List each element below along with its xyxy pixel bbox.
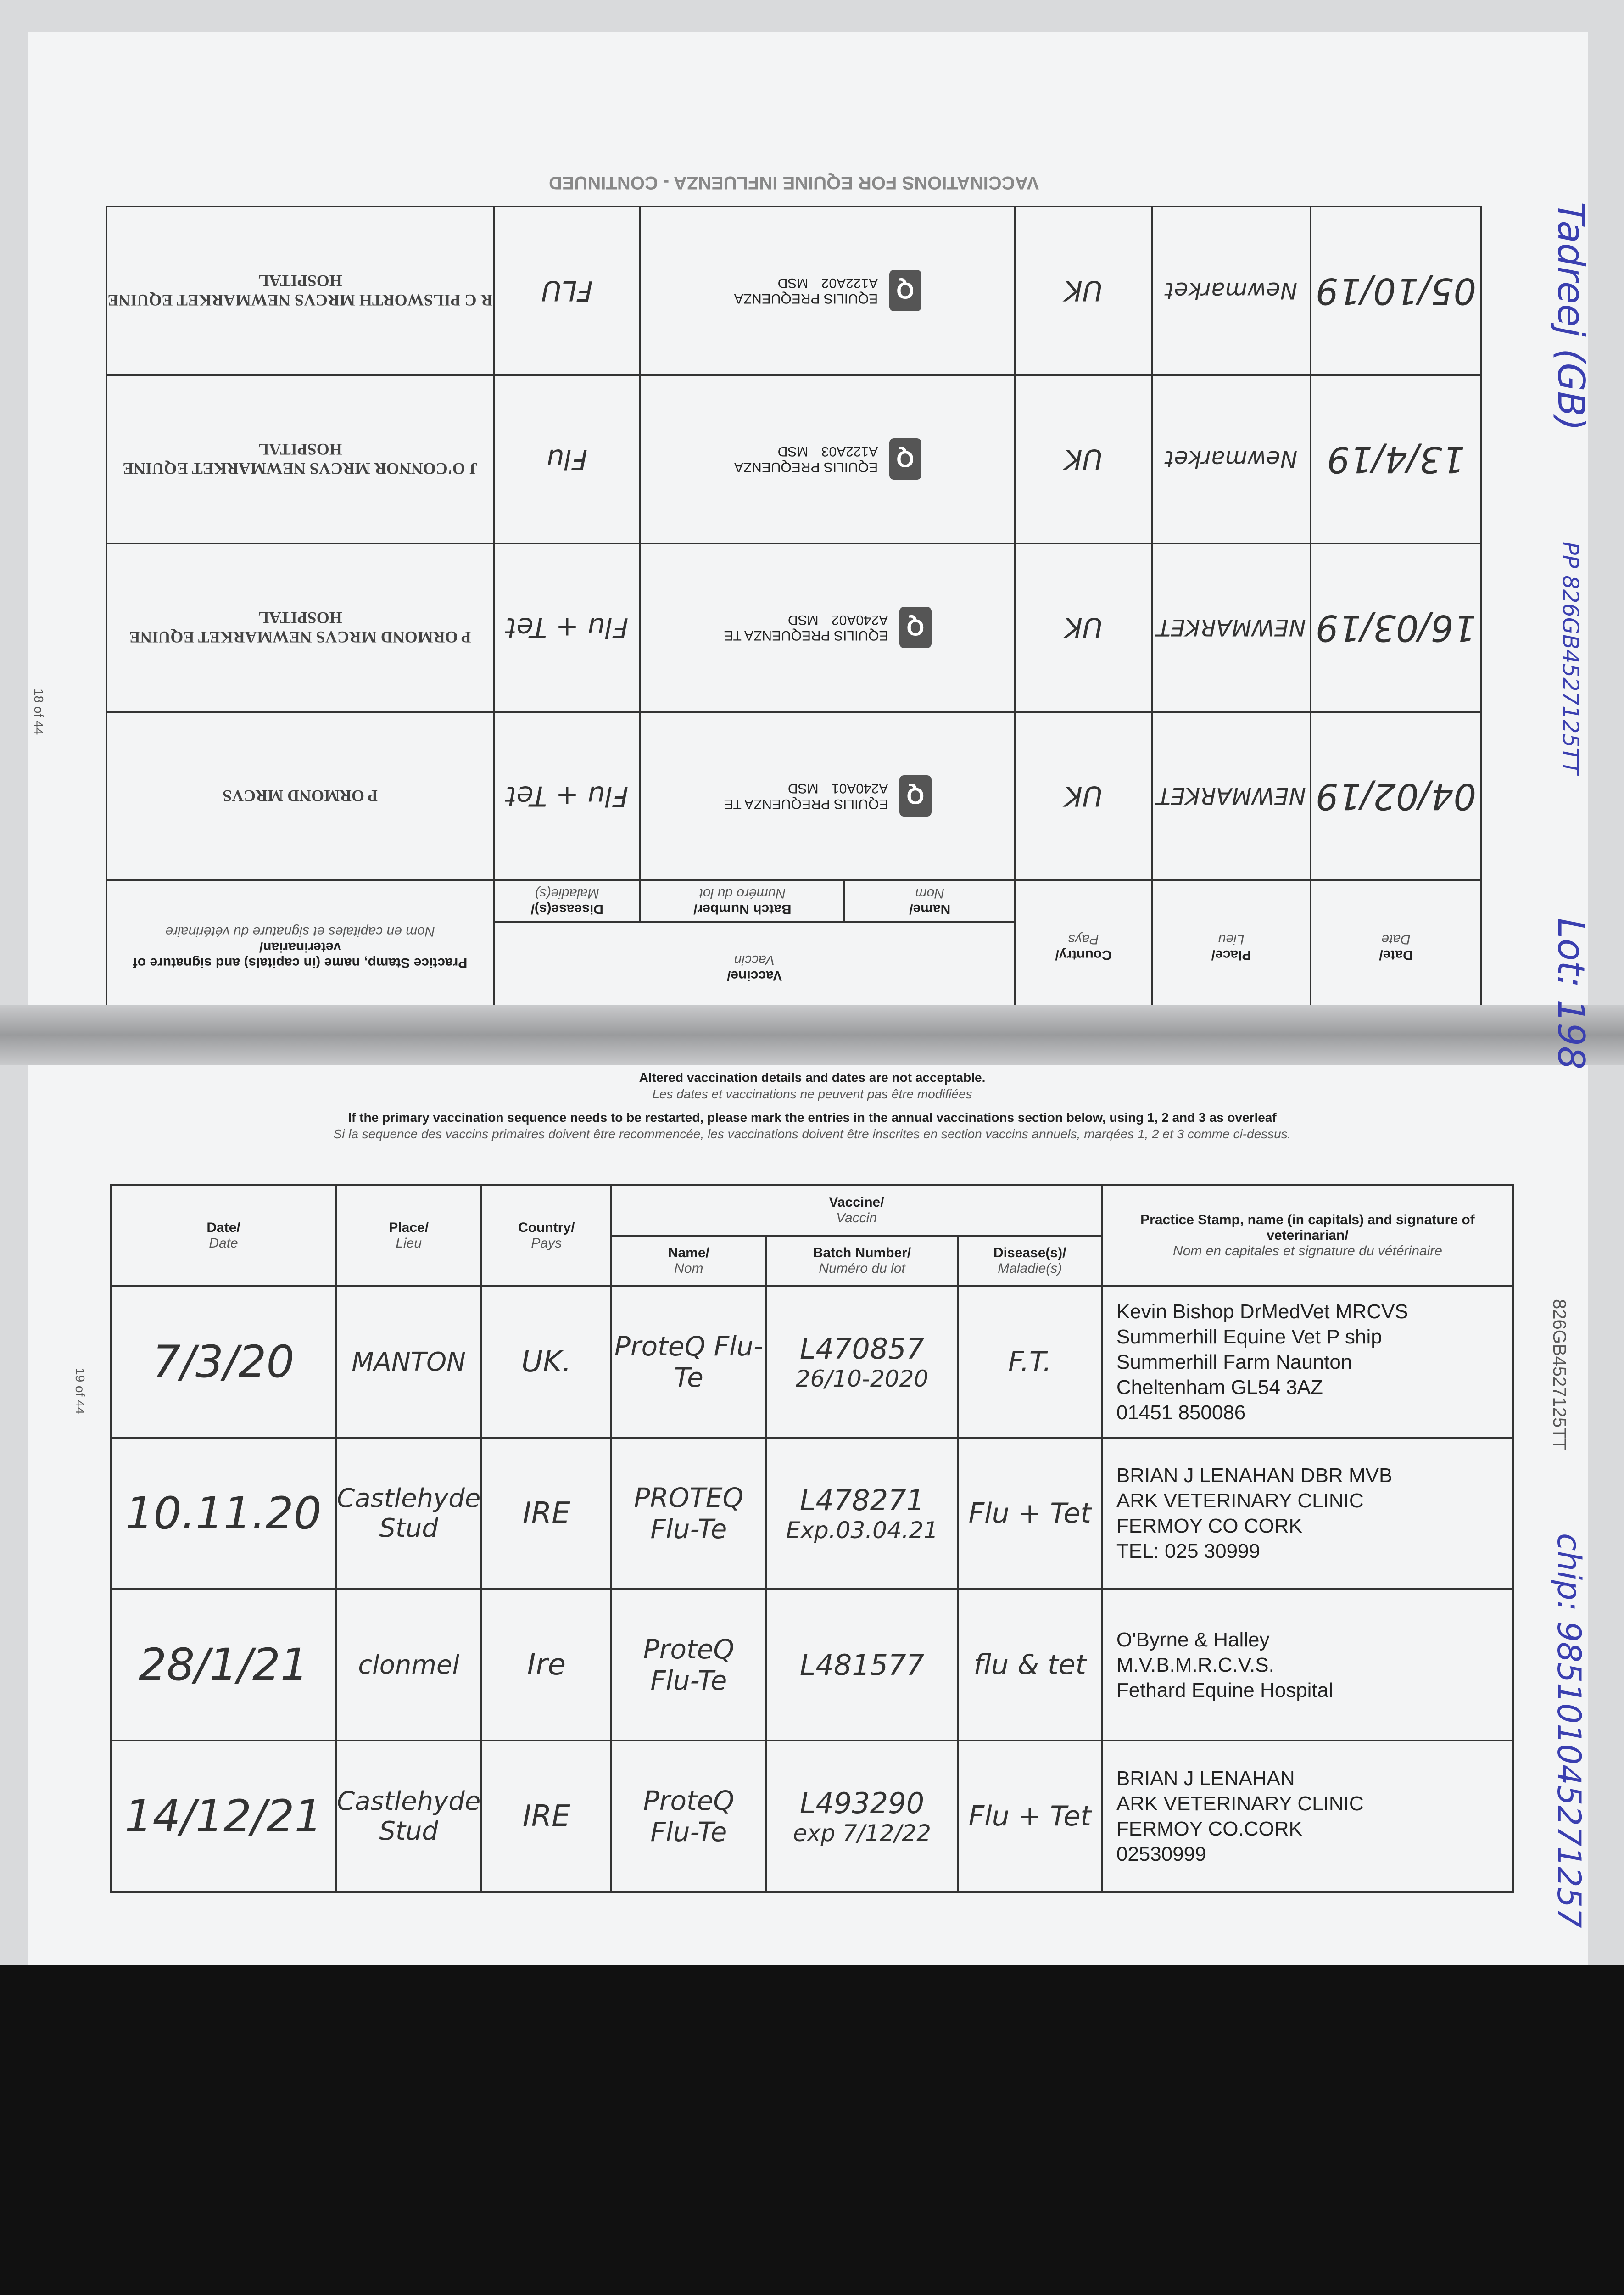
header-stamp: Practice Stamp, name (in capitals) and signature of veterinarian/ Nom en capitales et signature du vétérinaire [1102,1185,1513,1286]
row-stamp [1102,1589,1513,1741]
header-batch: Batch Number/ Numéro du lot [766,1236,958,1286]
row-disease: flu & tet [958,1589,1102,1741]
header-country: Country/ Pays [481,1185,611,1286]
upper-vaccination-table [106,206,1482,1014]
row-stamp: P ORMOND MRCVS [106,712,494,880]
stamp-line: FERMOY CO CORK [1116,1515,1302,1537]
row-place: clonmel [336,1589,481,1741]
stamp-line: 01451 850086 [1116,1401,1246,1424]
stamp-line: Summerhill Equine Vet P ship [1116,1325,1382,1348]
header-disease: Disease(s)/ Maladie(s) [494,880,640,922]
stamp-line: BRIAN J LENAHAN [1116,1767,1295,1790]
header-place: Place/ Lieu [336,1185,481,1286]
row-country: Ire [481,1589,611,1741]
row-stamp [1102,1286,1513,1438]
stamp-line: ARK VETERINARY CLINIC [1116,1792,1364,1815]
row-disease: Flu [494,375,640,543]
table-row [106,543,1481,712]
row-place: Newmarket [1152,375,1311,543]
row-date: 05/10/19 [1311,207,1481,375]
stamp-line: O'Byrne & Halley [1116,1628,1270,1651]
altered-notice: Altered vaccination details and dates are not acceptable. Les dates et vaccinations ne peuvent pas être modifiées If the primary vaccination sequence needs to be restarted, please mark the entries in the annual vaccinations section below, using 1, 2 and 3 as overleaf Si la sequence des vaccins primaires doivent être recommencée, les vaccinations doivent être inscrites en section vaccins annuels, marqées 1, 2 et 3 comme ci-dessus. [333,1070,1291,1142]
batch-line1: L470857 [799,1332,925,1366]
row-vaccine: EQUILIS PREQUENZA TE [724,628,888,644]
row-place: NEWMARKET [1152,543,1311,712]
stamp-line: Fethard Equine Hospital [1116,1679,1333,1702]
row-place: Newmarket [1152,207,1311,375]
header-vaccine: Vaccine/ Vaccin [494,922,1015,1013]
row-maker: MSD [787,612,819,628]
page-number-19: 19 of 44 [73,1368,87,1415]
table-row [111,1286,1513,1438]
vaccine-name-line1: ProteQ [643,1785,735,1816]
side-passport-id: 826GB4527125TT [1549,1299,1569,1450]
batch-line2: 26/10-2020 [795,1365,929,1392]
row-date: 10.11.20 [111,1438,336,1589]
row-batch [766,1286,958,1438]
header-date: Date/ Date [1311,880,1481,1013]
row-country: IRE [481,1741,611,1892]
row-vaccine-name [611,1438,766,1589]
table-row [111,1438,1513,1589]
row-stamp [1102,1741,1513,1892]
row-batch: A122A02 [821,275,878,291]
upper-bottom-title: VACCINATIONS FOR EQUINE INFLUENZA - CONTINUED [548,173,1039,193]
row-disease: FLU [494,207,640,375]
row-date: 04/02/19 [1311,712,1481,880]
row-vaccine-sticker [640,375,1015,543]
stamp-line: Summerhill Farm Naunton [1116,1350,1352,1373]
batch-line2: Exp.03.04.21 [786,1517,938,1544]
row-date: 28/1/21 [111,1589,336,1741]
header-place: Place/ Lieu [1152,880,1311,1013]
horse-name-note: Tadreej (GB) [1550,202,1592,431]
row-batch: A122A03 [821,444,878,459]
table-row [111,1741,1513,1892]
row-vaccine: EQUILIS PREQUENZA [734,459,878,475]
batch-line1: L481577 [799,1648,925,1682]
row-place: Castlehyde Stud [336,1438,481,1589]
row-disease: Flu + Tet [494,543,640,712]
row-stamp [1102,1438,1513,1589]
row-country: UK [1015,207,1152,375]
row-country: UK [1015,712,1152,880]
passport-number-note: PP 826GB4527125TT [1557,542,1583,775]
row-country: IRE [481,1438,611,1589]
vaccine-logo-icon: Q [889,439,921,480]
row-stamp: R C PILSWORTH MRCVS NEWMARKET EQUINE HOSPITAL [106,207,494,375]
table-row [106,712,1481,880]
stamp-line: TEL: 025 30999 [1116,1540,1260,1562]
batch-line2: exp 7/12/22 [793,1819,931,1847]
batch-line1: L478271 [799,1483,925,1517]
vaccine-logo-icon: Q [889,270,921,312]
row-vaccine: EQUILIS PREQUENZA [734,291,878,307]
row-place: Castlehyde Stud [336,1741,481,1892]
row-vaccine-name [611,1589,766,1741]
header-stamp: Practice Stamp, name (in capitals) and signature of veterinarian/ Nom en capitales et signature du vétérinaire [106,880,494,1013]
vaccine-name-line2: Flu-Te [650,1816,727,1847]
row-place: NEWMARKET [1152,712,1311,880]
row-vaccine-sticker [640,543,1015,712]
header-disease: Disease(s)/ Maladie(s) [958,1236,1102,1286]
stamp-line: Cheltenham GL54 3AZ [1116,1376,1323,1399]
row-vaccine-sticker [640,207,1015,375]
vaccine-name-line1: ProteQ Flu-Te [614,1331,763,1393]
row-country: UK [1015,543,1152,712]
row-batch [766,1589,958,1741]
row-date: 7/3/20 [111,1286,336,1438]
row-maker: MSD [777,275,809,291]
row-place: MANTON [336,1286,481,1438]
row-batch: A240A02 [831,612,888,628]
stamp-line: ARK VETERINARY CLINIC [1116,1489,1364,1512]
stamp-line: BRIAN J LENAHAN DBR MVB [1116,1464,1393,1487]
batch-line1: L493290 [799,1786,925,1820]
vaccine-name-line1: ProteQ [643,1634,735,1665]
header-name: Name/ Nom [844,880,1015,922]
row-country: UK [1015,375,1152,543]
chip-note: chip: 985101045271257 [1550,1533,1588,1928]
row-vaccine-sticker [640,712,1015,880]
table-row [106,207,1481,375]
stamp-line: M.V.B.M.R.C.V.S. [1116,1653,1274,1676]
row-stamp: J O'CONNOR MRCVS NEWMARKET EQUINE HOSPITAL [106,375,494,543]
stamp-line: 02530999 [1116,1843,1206,1865]
upper-page [106,151,1482,1014]
row-vaccine-name [611,1286,766,1438]
row-batch [766,1741,958,1892]
header-vaccine: Vaccine/ Vaccin [611,1185,1102,1236]
header-name: Name/ Nom [611,1236,766,1286]
row-disease: Flu + Tet [958,1438,1102,1589]
stamp-line: Kevin Bishop DrMedVet MRCVS [1116,1300,1408,1323]
header-date: Date/ Date [111,1185,336,1286]
row-disease: Flu + Tet [958,1741,1102,1892]
row-batch: A240A01 [831,781,888,796]
page-gutter [0,1005,1624,1065]
row-batch [766,1438,958,1589]
stamp-line: FERMOY CO.CORK [1116,1818,1302,1840]
row-date: 16/03/19 [1311,543,1481,712]
row-vaccine: EQUILIS PREQUENZA TE [724,796,888,812]
table-row [111,1589,1513,1741]
row-disease: F.T. [958,1286,1102,1438]
vaccine-logo-icon: Q [899,776,932,817]
table-row [106,375,1481,543]
row-vaccine-name [611,1741,766,1892]
vaccine-name-line1: PROTEQ [634,1482,744,1513]
row-country: UK. [481,1286,611,1438]
row-maker: MSD [777,444,809,459]
page-number-18: 18 of 44 [32,688,46,735]
lower-vaccination-table [110,1184,1514,1893]
header-country: Country/ Pays [1015,880,1152,1013]
row-stamp: P ORMOND MRCVS NEWMARKET EQUINE HOSPITAL [106,543,494,712]
vaccine-name-line2: Flu-Te [650,1513,727,1545]
lot-note: Lot: 198 [1550,918,1592,1069]
vaccine-logo-icon: Q [899,607,932,649]
header-batch: Batch Number/ Numéro du lot [640,880,844,922]
row-maker: MSD [787,781,819,796]
scan-shadow [0,1965,1624,2295]
row-disease: Flu + Tet [494,712,640,880]
row-date: 13/4/19 [1311,375,1481,543]
row-date: 14/12/21 [111,1741,336,1892]
vaccine-name-line2: Flu-Te [650,1665,727,1696]
